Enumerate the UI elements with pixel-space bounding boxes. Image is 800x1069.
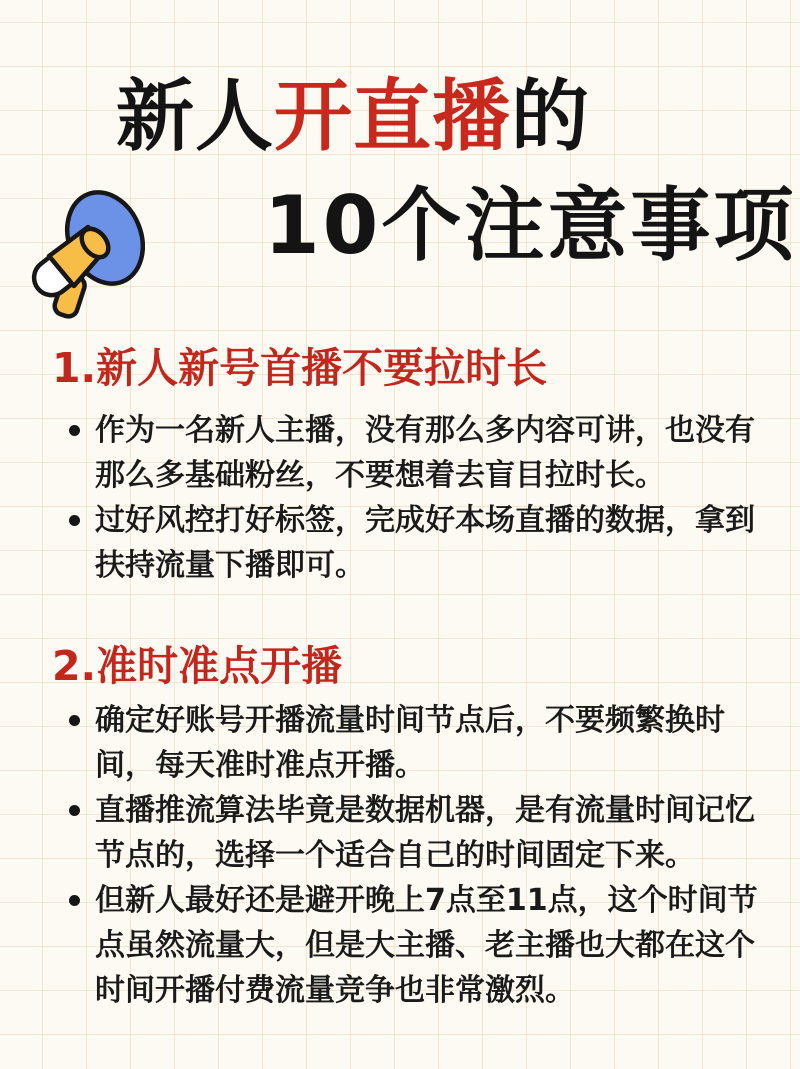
section-1-heading: 1.新人新号首播不要拉时长: [52, 344, 548, 392]
section-1-bullet-list: [95, 408, 763, 588]
bullet-item: 直播推流算法毕竟是数据机器，是有流量时间记忆节点的，选择一个适合自己的时间固定下来。: [95, 788, 763, 878]
section-2-heading: 2.准时准点开播: [52, 642, 343, 690]
poster-title-line2: 10个注意事项: [264, 179, 797, 272]
section-2-bullet-list: [95, 698, 763, 1013]
title-part-black-prefix: 新人: [116, 72, 275, 162]
bullet-item: 作为一名新人主播，没有那么多内容可讲，也没有那么多基础粉丝，不要想着去盲目拉时长。: [95, 408, 763, 498]
megaphone-icon: [25, 172, 145, 320]
poster-title-line1: [116, 72, 590, 162]
bullet-item: 过好风控打好标签，完成好本场直播的数据，拿到扶持流量下播即可。: [95, 498, 763, 588]
bullet-item: 但新人最好还是避开晚上7点至11点，这个时间节点虽然流量大，但是大主播、老主播也大都在这个时间开播付费流量竞争也非常激烈。: [95, 878, 763, 1013]
title-part-black-suffix: 的: [511, 72, 591, 162]
bullet-item: 确定好账号开播流量时间节点后，不要频繁换时间，每天准时准点开播。: [95, 698, 763, 788]
title-part-highlight: 开直播: [274, 72, 512, 162]
